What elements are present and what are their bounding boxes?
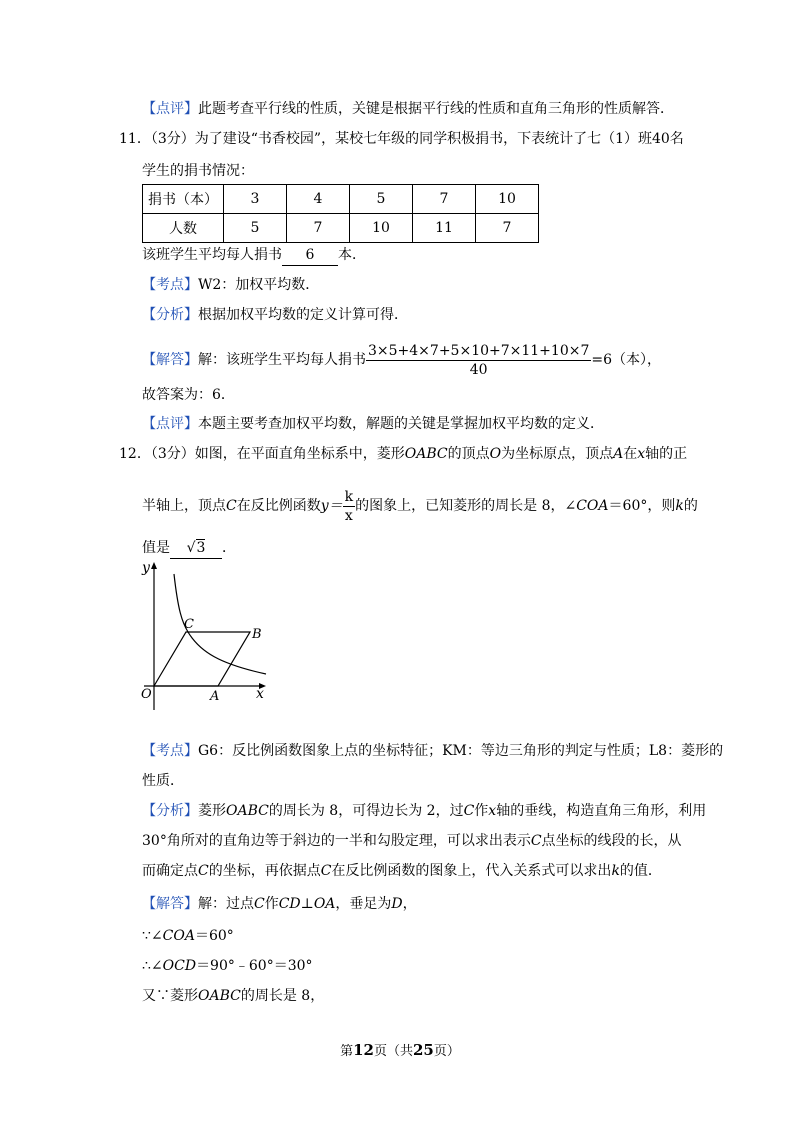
dianping-tag: 【点评】 xyxy=(142,416,198,432)
table-header-people: 人数 xyxy=(143,214,224,243)
jieda-text: ， xyxy=(402,896,417,912)
step-text: 的周长是 8， xyxy=(240,988,325,1004)
table-cell: 10 xyxy=(350,214,413,243)
q12-text: 在 xyxy=(623,446,638,462)
table-cell: 7 xyxy=(413,185,476,214)
q11-answer-blank: 6 xyxy=(282,245,338,266)
q12-var: OCD xyxy=(162,958,197,974)
table-cell: 4 xyxy=(287,185,350,214)
q12-fenxi-line2 xyxy=(142,831,682,851)
q12-text: 的 xyxy=(683,498,698,514)
q12-kaodian-cont: 性质． xyxy=(142,773,184,789)
fenxi-tag: 【分析】 xyxy=(142,803,198,819)
table-row xyxy=(143,214,539,243)
jieda-tag: 【解答】 xyxy=(142,896,198,912)
table-cell: 3 xyxy=(224,185,287,214)
q12-step3 xyxy=(142,986,324,1006)
q12-text: ． xyxy=(222,540,236,556)
q12-text: 轴的正 xyxy=(645,446,688,462)
table-cell: 7 xyxy=(287,214,350,243)
q12-score: （3分） xyxy=(150,446,195,462)
q12-fenxi-line3 xyxy=(142,861,662,881)
q12-text: 如图，在平面直角坐标系中，菱形 xyxy=(194,446,405,462)
jieda-text: ，垂足为 xyxy=(335,896,392,912)
fenxi-text: 轴的垂线，构造直角三角形，利用 xyxy=(496,803,707,819)
q11-number: 11． xyxy=(119,131,151,147)
q11-jieda xyxy=(142,340,661,380)
q12-var: COA xyxy=(576,498,609,514)
q12-stem-line1 xyxy=(119,444,687,464)
q11-score: （3分） xyxy=(150,131,195,147)
fraction-denominator: 40 xyxy=(469,361,488,378)
q12-var: OABC xyxy=(226,803,269,819)
footer-text: 页） xyxy=(433,1044,460,1059)
q12-var: C xyxy=(463,803,475,819)
page-total: 25 xyxy=(413,1041,434,1059)
q12-var: y＝ xyxy=(320,498,343,514)
review-tag: 【点评】 xyxy=(142,101,198,117)
fraction-numerator: 3×5+4×7+5×10+7×11+10×7 xyxy=(368,342,590,359)
step-text: ＝90°﹣60°＝30° xyxy=(196,958,313,974)
q12-step1 xyxy=(142,926,234,946)
q12-text: 在反比例函数 xyxy=(236,498,321,514)
q12-var: COA xyxy=(162,928,195,944)
table-cell: 10 xyxy=(476,185,539,214)
fenxi-text: 的坐标，再依据点 xyxy=(208,863,321,879)
label-o: O xyxy=(141,687,152,702)
q12-var: C xyxy=(254,896,265,912)
q12-jieda xyxy=(142,894,417,914)
jieda-text: 解：该班学生平均每人捐书 xyxy=(198,352,366,368)
q12-var: O xyxy=(489,446,502,462)
q12-var: C xyxy=(530,833,542,849)
q12-text: 的图象上，已知菱形的周长是 8，∠ xyxy=(355,498,577,514)
fenxi-text: 30°角所对的直角边等于斜边的一半和勾股定理，可以求出表示 xyxy=(142,833,531,849)
q12-var: OABC xyxy=(404,446,448,462)
fenxi-text: 的周长为 8，可得边长为 2，过 xyxy=(268,803,464,819)
step-text: ∵∠ xyxy=(142,928,163,944)
fraction-denominator: x xyxy=(344,507,353,524)
label-x: x xyxy=(256,686,264,702)
q12-var: k xyxy=(675,498,684,514)
q11-stem-line2: 学生的捐书情况： xyxy=(142,163,254,179)
q12-var: D xyxy=(391,896,403,912)
fenxi-text: 点坐标的线段的长，从 xyxy=(541,833,682,849)
q12-kaodian xyxy=(142,741,723,761)
q11-question-post: 本． xyxy=(338,247,366,263)
sqrt-radicand: 3 xyxy=(196,540,206,556)
table-header-books: 捐书（本） xyxy=(143,185,224,214)
q12-text: 的顶点 xyxy=(447,446,490,462)
fenxi-text: 菱形 xyxy=(198,803,226,819)
footer-text: 页（共 xyxy=(373,1044,413,1059)
q11-conclusion: 故答案为：6． xyxy=(142,387,235,403)
table-cell: 5 xyxy=(350,185,413,214)
q12-number: 12． xyxy=(119,446,151,462)
label-c: C xyxy=(184,617,194,632)
q12-text: 半轴上，顶点 xyxy=(142,498,226,514)
q12-answer-blank: √3 xyxy=(170,538,222,559)
q12-var: x xyxy=(637,446,646,462)
table-cell: 7 xyxy=(476,214,539,243)
q12-var: C xyxy=(320,863,332,879)
kaodian-text: G6：反比例函数图象上点的坐标特征；KM：等边三角形的判定与性质；L8：菱形的 xyxy=(198,743,724,759)
review-line xyxy=(142,99,674,119)
q12-stem-line2 xyxy=(142,486,698,526)
q12-var: OABC xyxy=(198,988,241,1004)
fenxi-tag: 【分析】 xyxy=(142,307,198,323)
mean-fraction xyxy=(366,342,591,379)
fenxi-text: 作 xyxy=(474,803,489,819)
q12-var: C xyxy=(198,863,209,879)
table-cell: 11 xyxy=(413,214,476,243)
q11-question-pre: 该班学生平均每人捐书 xyxy=(142,247,282,263)
q11-stem-line1 xyxy=(119,129,684,149)
q11-text1: 为了建设“书香校园”，某校七年级的同学积极捐书，下表统计了七（1）班40名 xyxy=(194,131,684,147)
fenxi-text: 的值． xyxy=(619,863,662,879)
q11-fenxi xyxy=(142,305,408,325)
page-footer xyxy=(0,1040,800,1059)
dianping-text: 本题主要考查加权平均数，解题的关键是掌握加权平均数的定义． xyxy=(198,416,604,432)
step-text: ＝60° xyxy=(194,928,234,944)
jieda-tag: 【解答】 xyxy=(142,352,198,368)
q11-kaodian xyxy=(142,275,319,295)
step-text: 又∵菱形 xyxy=(142,988,198,1004)
rhombus-oabc xyxy=(154,632,250,686)
k-over-x-fraction xyxy=(343,488,355,525)
footer-text: 第 xyxy=(340,1044,354,1059)
fraction-numerator: k xyxy=(344,488,354,505)
jieda-result: =6（本）， xyxy=(591,352,662,368)
kaodian-text: W2：加权平均数． xyxy=(198,277,320,293)
jieda-text: 解：过点 xyxy=(198,896,254,912)
q12-step2 xyxy=(142,956,313,976)
label-a: A xyxy=(210,689,220,704)
q12-var: x xyxy=(488,803,497,819)
fenxi-text: 而确定点 xyxy=(142,863,198,879)
q12-var: C xyxy=(226,498,237,514)
q12-stem-line3 xyxy=(142,538,236,559)
kaodian-tag: 【考点】 xyxy=(142,277,198,293)
donation-table xyxy=(142,184,539,243)
review-text: 此题考查平行线的性质，关键是根据平行线的性质和直角三角形的性质解答． xyxy=(198,101,674,117)
table-cell: 5 xyxy=(224,214,287,243)
y-axis-arrow xyxy=(151,562,157,569)
fenxi-text: 根据加权平均数的定义计算可得． xyxy=(198,307,408,323)
rhombus-figure xyxy=(138,560,278,710)
q12-var: CD⊥OA xyxy=(278,896,336,912)
q12-var: k xyxy=(611,863,620,879)
label-b: B xyxy=(252,627,262,642)
q11-question xyxy=(142,245,366,266)
q12-text: ＝60°，则 xyxy=(608,498,676,514)
q12-var: A xyxy=(613,446,624,462)
step-text: ∴∠ xyxy=(142,958,163,974)
kaodian-tag: 【考点】 xyxy=(142,743,198,759)
q12-text: 值是 xyxy=(142,540,170,556)
fenxi-text: 在反比例函数的图象上，代入关系式可以求出 xyxy=(331,863,612,879)
page-number: 12 xyxy=(353,1041,374,1059)
label-y: y xyxy=(142,560,150,576)
q11-dianping xyxy=(142,414,604,434)
q12-fenxi-line1 xyxy=(142,801,706,821)
table-row xyxy=(143,185,539,214)
q12-text: 为坐标原点，顶点 xyxy=(501,446,614,462)
jieda-text: 作 xyxy=(264,896,279,912)
